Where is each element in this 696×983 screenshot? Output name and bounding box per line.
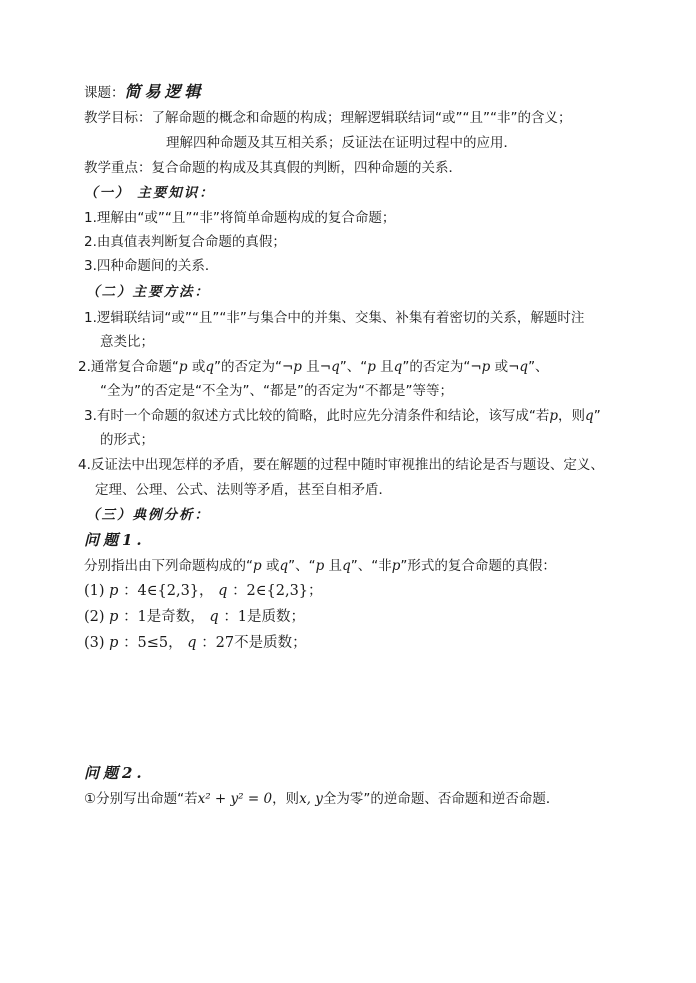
var-q: q [585, 408, 594, 424]
section-2-item-4-line-1: 4.反证法中出现怎样的矛盾，要在解题的过程中随时审视推出的结论是否与题设、定义、 [78, 457, 604, 473]
var-p: p [109, 635, 119, 651]
sub-p-statement: ：1是奇数， [123, 609, 205, 625]
var-p: p [315, 558, 325, 574]
goals-line-2: 理解四种命题及其互相关系；反证法在证明过程中的应用． [166, 135, 517, 151]
section-2-item-1-line-1: 1.逻辑联结词“或”“且”“非”与集合中的并集、交集、补集有着密切的关系，解题时注 [84, 310, 585, 326]
section-2-item-3-line-1 [84, 406, 601, 426]
section-2-heading: （二）主要方法： [86, 284, 210, 300]
problem-2-text-b: ，则 [272, 791, 300, 807]
var-p: p [109, 609, 119, 625]
intro-text-a: 分别指出由下列命题构成的“ [84, 558, 253, 574]
section-2-item-4-line-2: 定理、公理、公式、法则等矛盾，甚至自相矛盾． [95, 482, 392, 498]
var-xy: x, y [299, 791, 323, 807]
problem-2-text-a: ①分别写出命题“若 [84, 791, 198, 807]
var-p: p [253, 558, 262, 574]
problem-1-sub-2 [84, 607, 305, 627]
item2-text-i: ”、 [528, 359, 549, 375]
section-2-item-2-line-2: “全为”的否定是“不全为”、“都是”的否定为“不都是”等等； [100, 383, 453, 399]
var-q: q [218, 583, 228, 599]
problem-2-text-c: 全为零”的逆命题、否命题和逆否命题． [322, 791, 560, 807]
item2-text-e: ”、“ [339, 359, 368, 375]
var-p: p [367, 359, 376, 375]
problem-1-sub-1 [84, 581, 323, 601]
item2-text-d: 且¬ [301, 359, 332, 375]
var-q: q [393, 359, 403, 375]
var-q: q [205, 359, 214, 375]
sub-number: (3) [84, 635, 105, 651]
goals-line-1 [84, 108, 571, 128]
var-p: p [549, 408, 559, 424]
item2-text-f: 且 [375, 359, 394, 375]
sub-p-statement: ：4∈{2,3}， [123, 583, 214, 599]
var-q: q [342, 558, 351, 574]
intro-text-d: 且 [324, 558, 343, 574]
var-p: p [391, 558, 401, 574]
key-points-text: 复合命题的构成及其真假的判断，四种命题的关系． [151, 160, 462, 176]
intro-text-b: 或 [261, 558, 280, 574]
item2-text-b: 或 [187, 359, 206, 375]
item3-text-b: ，则 [558, 408, 586, 424]
section-1-item-1: 1.理解由“或”“且”“非”将简单命题构成的复合命题； [84, 210, 396, 226]
problem-2-text [84, 789, 559, 809]
goals-text-1: 了解命题的概念和命题的构成；理解逻辑联结词“或”“且”“非”的含义； [151, 110, 572, 126]
equation-formula: x² + y² = 0 [197, 791, 273, 807]
item2-text-h: 或¬ [490, 359, 520, 375]
sub-q-statement: ：2∈{2,3}； [232, 583, 323, 599]
section-3-heading: （三）典例分析： [86, 507, 210, 523]
section-2-item-2-line-1 [78, 357, 549, 377]
problem-1-sub-3 [84, 633, 307, 653]
section-2-item-3-line-2: 的形式； [100, 432, 154, 448]
item2-text-a: 2.通常复合命题“ [78, 359, 179, 375]
item2-text-c: ”的否定为“¬ [213, 359, 294, 375]
key-points-label: 教学重点： [84, 160, 152, 176]
item3-text-c: ” [593, 408, 601, 424]
intro-text-f: ”形式的复合命题的真假： [400, 558, 556, 574]
sub-q-statement: ：1是质数； [223, 609, 306, 625]
var-p: p [178, 359, 188, 375]
var-q: q [331, 359, 340, 375]
var-p: p [109, 583, 119, 599]
section-1-item-2: 2.由真值表判断复合命题的真假； [84, 234, 286, 250]
var-q: q [187, 635, 197, 651]
sub-number: (1) [84, 583, 105, 599]
section-2-item-1-line-2: 意类比； [100, 334, 154, 350]
item2-text-g: ”的否定为“¬ [402, 359, 482, 375]
problem-2-title: 问题2. [84, 764, 146, 782]
section-1-item-3: 3.四种命题间的关系． [84, 258, 219, 274]
intro-text-c: ”、“ [288, 558, 316, 574]
title-line [84, 82, 205, 103]
item3-text-a: 3.有时一个命题的叙述方式比较的简略，此时应先分清条件和结论，该写成“若 [84, 408, 550, 424]
sub-p-statement: ：5≤5， [123, 635, 183, 651]
goals-label: 教学目标： [84, 110, 152, 126]
sub-number: (2) [84, 609, 105, 625]
intro-text-e: ”、“非 [350, 558, 392, 574]
problem-1-intro [84, 556, 556, 576]
section-1-heading: （一） 主要知识： [84, 185, 215, 201]
page-title: 简易逻辑 [124, 82, 205, 101]
var-p: p [293, 359, 302, 375]
problem-1-title: 问题1. [84, 531, 146, 549]
key-points-line [84, 158, 462, 178]
var-q: q [519, 359, 529, 375]
var-q: q [209, 609, 219, 625]
title-label: 课题： [84, 85, 125, 101]
var-p: p [481, 359, 491, 375]
var-q: q [279, 558, 289, 574]
sub-q-statement: ：27不是质数； [201, 635, 307, 651]
